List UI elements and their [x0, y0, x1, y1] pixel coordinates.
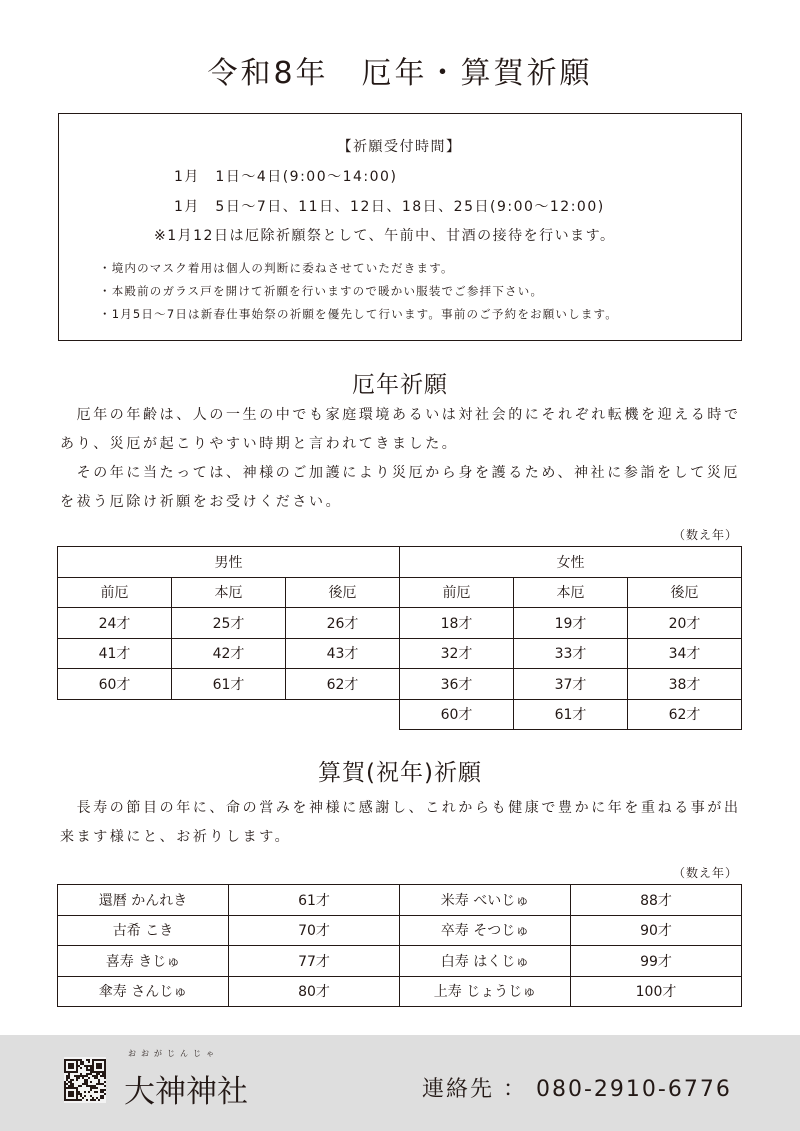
column-header: 後厄: [628, 577, 742, 608]
column-header: 本厄: [172, 577, 286, 608]
age-cell: 60才: [58, 669, 172, 700]
unit-label: （数え年）: [672, 528, 738, 542]
age-cell: 43才: [286, 638, 400, 669]
sanga-para: 長寿の節目の年に、命の営みを神様に感謝し、これからも健康で豊かに年を重ねる事が出来ます様にと、お祈りします。: [60, 800, 741, 845]
age-cell: 38才: [628, 669, 742, 700]
table-row: [58, 946, 742, 977]
celebration-name: 米寿 べいじゅ: [400, 885, 571, 916]
age-cell: 88才: [571, 885, 742, 916]
hours-note: ※1月12日は厄除祈願祭として、午前中、甘酒の接待を行います。: [154, 228, 616, 244]
age-cell: 20才: [628, 608, 742, 639]
age-cell: 24才: [58, 608, 172, 639]
section-heading-sanga: 算賀(祝年)祈願: [318, 760, 482, 786]
age-cell: 42才: [172, 638, 286, 669]
column-header: 後厄: [286, 577, 400, 608]
age-cell: 61才: [229, 885, 400, 916]
section-heading-yakudoshi: 厄年祈願: [352, 372, 448, 398]
header-male: 男性: [58, 547, 400, 578]
celebration-name: 古希 こき: [58, 915, 229, 946]
age-cell: 41才: [58, 638, 172, 669]
age-cell: 77才: [229, 946, 400, 977]
qr-code-icon: [64, 1057, 106, 1103]
notice: ・境内のマスク着用は個人の判断に委ねさせていただきます。: [99, 261, 454, 275]
table-row: [58, 885, 742, 916]
yakudoshi-para: 厄年の年齢は、人の一生の中でも家庭環境あるいは対社会的にそれぞれ転機を迎える時であり、災厄が起こりやすい時期と言われてきました。: [60, 407, 741, 452]
celebration-name: 傘寿 さんじゅ: [58, 976, 229, 1007]
age-cell: 18才: [400, 608, 514, 639]
hours-line: 1月 5日～7日、11日、12日、18日、25日(9:00～12:00): [174, 199, 605, 215]
shrine-furigana: おおがじんじゃ: [128, 1049, 219, 1058]
notice: ・本殿前のガラス戸を開けて祈願を行いますので暖かい服装でご参拝下さい。: [99, 284, 544, 298]
hours-line: 1月 1日～4日(9:00～14:00): [174, 169, 398, 185]
age-cell: 90才: [571, 915, 742, 946]
age-cell: 80才: [229, 976, 400, 1007]
celebration-name: 還暦 かんれき: [58, 885, 229, 916]
age-cell: 62才: [628, 699, 742, 730]
sanga-table: [57, 884, 742, 1007]
age-cell: 100才: [571, 976, 742, 1007]
table-row: [58, 669, 742, 700]
column-header: 前厄: [400, 577, 514, 608]
table-row: [58, 608, 742, 639]
age-cell: 70才: [229, 915, 400, 946]
age-cell: 25才: [172, 608, 286, 639]
age-cell: 34才: [628, 638, 742, 669]
yakudoshi-para: その年に当たっては、神様のご加護により災厄から身を護るため、神社に参詣をして災厄を祓う厄除け祈願をお受けください。: [60, 465, 741, 510]
age-cell: 36才: [400, 669, 514, 700]
header-female: 女性: [400, 547, 742, 578]
celebration-name: 白寿 はくじゅ: [400, 946, 571, 977]
age-cell: 99才: [571, 946, 742, 977]
celebration-name: 上寿 じょうじゅ: [400, 976, 571, 1007]
age-cell: [286, 699, 400, 730]
celebration-name: 喜寿 きじゅ: [58, 946, 229, 977]
age-cell: 61才: [514, 699, 628, 730]
column-header: 本厄: [514, 577, 628, 608]
age-cell: 60才: [400, 699, 514, 730]
yakudoshi-table: [57, 546, 742, 730]
age-cell: 61才: [172, 669, 286, 700]
hours-heading: 【祈願受付時間】: [337, 139, 462, 155]
age-cell: 19才: [514, 608, 628, 639]
unit-label: （数え年）: [672, 866, 738, 880]
age-cell: 33才: [514, 638, 628, 669]
age-cell: 37才: [514, 669, 628, 700]
age-cell: [172, 699, 286, 730]
age-cell: 62才: [286, 669, 400, 700]
age-cell: 32才: [400, 638, 514, 669]
hours-box: [58, 113, 742, 341]
celebration-name: 卒寿 そつじゅ: [400, 915, 571, 946]
table-row: [58, 638, 742, 669]
shrine-name: 大神神社: [124, 1074, 248, 1110]
notice: ・1月5日～7日は新春仕事始祭の祈願を優先して行います。事前のご予約をお願いします。: [99, 307, 619, 321]
age-cell: [58, 699, 172, 730]
table-row: [58, 915, 742, 946]
page-title: 令和8年 厄年・算賀祈願: [207, 56, 593, 91]
contact-phone: 連絡先 ： 080-2910-6776: [422, 1077, 732, 1102]
age-cell: 26才: [286, 608, 400, 639]
column-header: 前厄: [58, 577, 172, 608]
table-row: [58, 699, 742, 730]
table-row: [58, 976, 742, 1007]
